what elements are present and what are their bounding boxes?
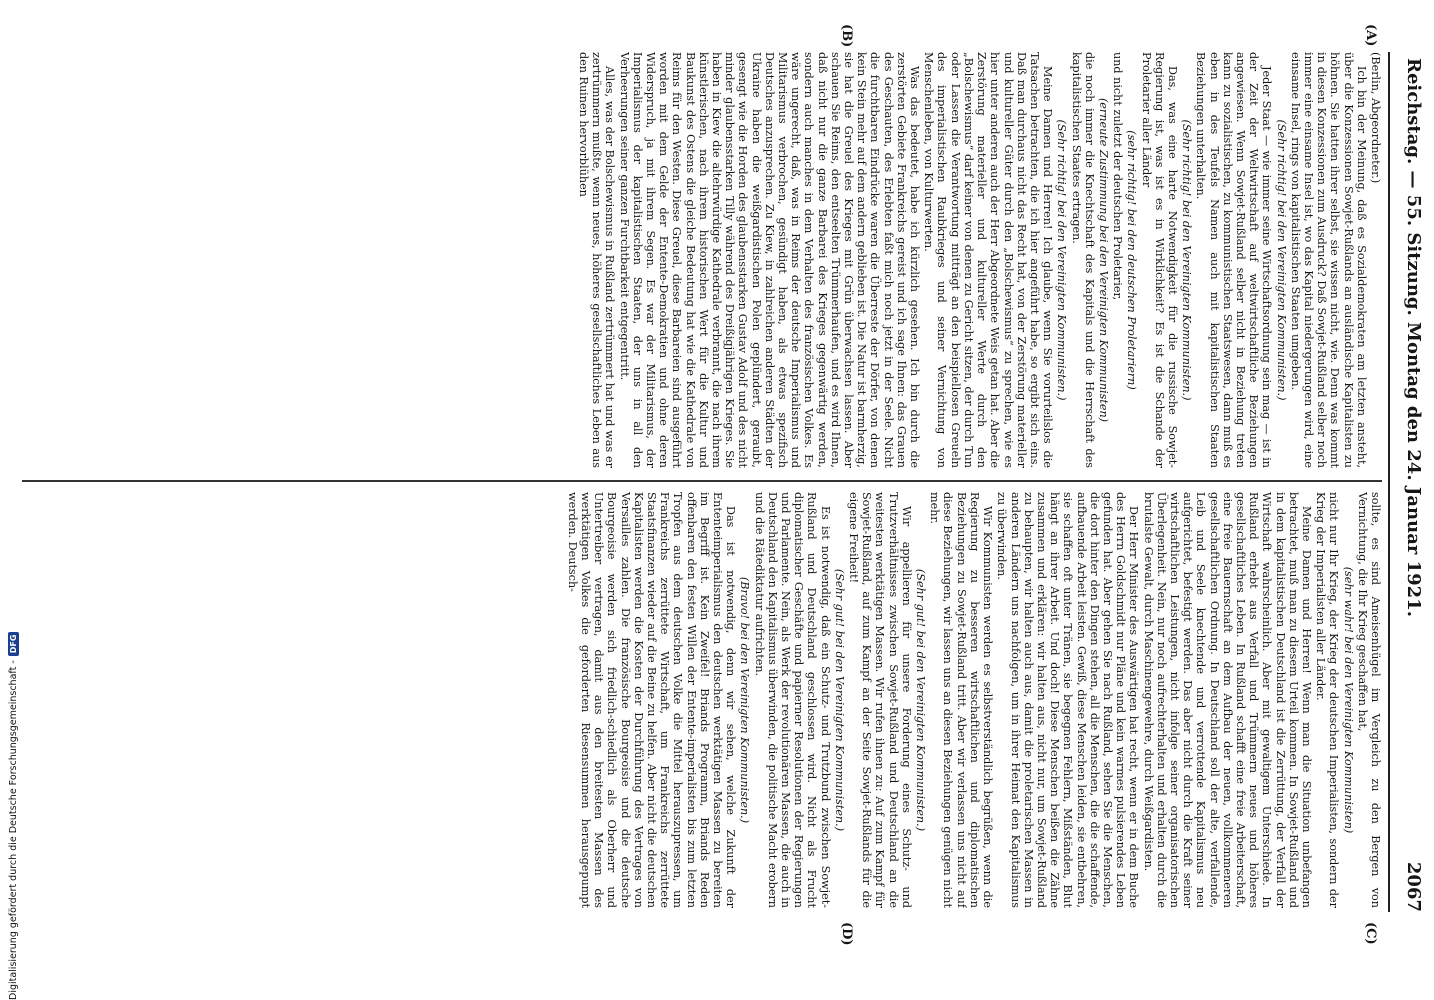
interjection: (Sehr gut! bei den Vereinigten Kommunisten.) <box>832 568 846 832</box>
interjection: (sehr richtig! bei den deutschen Proletariern) <box>1125 130 1139 390</box>
paragraph: Alles, was der Bolschewismus in Rußland zertrümmert hat und was er zertrümmern mußte, wenn neues, höheres gesellschaftliches Leben aus den Ruinen hervorblühen <box>577 52 617 468</box>
margin-mark-a: (A) <box>1363 24 1378 47</box>
paragraph: Wir Kommunisten werden es selbstverständlich begrüßen, wenn die Regierung zu besseren wirtschaftlichen und diplomatischen Beziehungen zu Sowjet-Rußland tritt. Aber wir verlassen uns nicht auf diese Beziehungen, wir lassen uns an diesen Beziehungen genügen nicht mehr. <box>928 492 995 908</box>
interjection: (Sehr richtig! bei den Vereinigten Kommunisten.) <box>1274 119 1288 401</box>
page-number: 2067 <box>1403 861 1424 912</box>
margin-mark-b: (B) <box>839 24 854 48</box>
margin-mark-c: (C) <box>1363 922 1378 945</box>
paragraph: Was das bedeutet, habe ich kürzlich gesehen. Ich bin durch die zerstörten Gebiete Frankreichs gereist und ich sage Ihnen: das Grauen des Geschauten, des Erlebten faßt mich noch jetzt in der Seele. Nicht die furchtbaren Eindrücke waren die Überreste der Dörfer, von denen kein Stein mehr auf dem andern geblieben ist. Die Natur ist barmherzig, sie hat die Greuel des Krieges mit Grün überwachsen lassen. Aber schauen Sie Reims, den entseelten Trümmerhaufen, und es wird Ihnen, daß nicht nur die ganze Barbarei des Krieges gegenwärtig werden, sondern auch manches in dem Verhalten des französischen Volkes. Es wäre ungerecht, daß, was in Reims der deutsche Imperialismus und Militarismus verbrochen, gesündigt haben, als etwas spezifisch Deutsches anzusprechen. Zu Kiew, in zahlreichen anderen Städten der Ukraine haben die weißgardistischen Polen geplündert, geraubt, gesengt wie die Horden des glaubensstarken Gustav Adolf und des nicht minder glaubensstarken Tilly während des Dreißigjährigen Krieges. Sie haben in Kiew die altehrwürdige Kathedrale verbrannt, die nach ihrem künstlerischen, nach ihrem historischen Wert für die Kultur und Baukunst des Ostens die gleiche Bedeutung hat wie die Kathedrale von Reims für den Westen. Diese Greuel, diese Barbareien sind ausgeführt worden mit dem Gelde der Entente-Demokratien und ohne deren Widerspruch, ja mit ihrem Segen. Es war der Militarismus, der Imperialismus der kapitalistischen Staaten, der uns in all den Verheerungen seiner ganzen Furchtbarkeit entgegentritt. <box>617 52 922 468</box>
interjection: (erneute Zustimmung bei den Vereinigten Kommunisten) <box>1096 97 1110 423</box>
paragraph: Der Herr Minister des Auswärtigen hat recht, wenn er in dem Buche des Herrn Goldschmidt nur Pläne und kein warmes pulsierendes Leben gefunden hat. Aber gehen Sie nach Rußland, sehen Sie die Menschen, die dort hinter den Dingen stehen, all die Menschen, die die schaffende, aufbauende Arbeit leisten. Gewiß, diese Menschen leiden, sie entbehren, sie schaffen oft unter Tränen, sie begegnen Fehlern, Mißständen, Blut hängt an ihrer Arbeit. Und doch! Diese Menschen beißen die Zähne zusammen und erklären: wir halten aus, nicht nur, um Sowjet-Rußland zu behaupten, wir halten auch aus, damit die proletarischen Massen in anderen Ländern uns nachfolgen, um in ihrer Heimat den Kapitalismus zu überwinden. <box>995 492 1141 908</box>
credit-text: Digitalisierung gefördert durch die Deutsche Forschungsgemeinschaft - <box>7 660 19 1000</box>
margin-mark-d: (D) <box>839 922 854 946</box>
column-divider <box>22 480 1382 482</box>
paragraph: nicht nur Ihr Krieg, der Krieg der deutschen Imperialisten, sondern der Krieg der Imperialisten aller Länder. <box>1314 492 1341 908</box>
paragraph: (Berlin, Abgeordneter.) <box>1369 52 1382 184</box>
interjection: (Sehr richtig! bei den Vereinigten Kommunisten.) <box>1055 119 1069 401</box>
interjection: (Sehr gut! bei den Vereinigten Kommunisten.) <box>914 568 928 832</box>
paragraph: Wir appellieren für unsere Forderung eines Schutz- und Trutzverhältnisses zwischen Sowjet-Rußland und Deutschland an die weitesten werktätigen Massen. Wir rufen ihnen zu: Auf zum Kampf für Sowjet-Rußland, auf zum Kampf an der Seite Sowjet-Rußlands für die eigene Freiheit! <box>847 492 913 908</box>
paragraph: sollte, es sind Ameisenhügel im Vergleich zu den Bergen von Vernichtung, die Ihr Krieg geschaffen hat, <box>1355 492 1382 908</box>
digitization-credit <box>6 240 20 1000</box>
paragraph: Meine Damen und Herren! Wenn man die Situation unbefangen betrachtet, muß man zu diesem Urteil kommen. In Sowjet-Rußland und in dem kapitalistischen Deutschland ist die Zerrüttung, der Verfall der Wirtschaft wahrscheinlich. Aber mit gewaltigem Unterschiede. In Rußland erhebt aus Verfall und Trümmern neues und höheres gesellschaftliches Leben. In Rußland schafft eine freie Arbeiterschaft, eine freie Bauernschaft an dem Aufbau der neuen, vollkommeneren gesellschaftlichen Ordnung. In Deutschland soll der alte, verfallende, Leib und Seele knechtende und verrottende Kapitalismus neu aufgerichtet, befestigt werden. Das aber nicht durch die Kraft seiner wirtschaftlichen Leistungen, nicht infolge seiner organisatorischen Überlegenheit. Nein, nur noch aufrechterhalten und erhalten durch die brutalste Gewalt, durch Maschinengewehre, durch Weißgardisten. <box>1141 492 1313 908</box>
paragraph: Jeder Staat — wie immer seine Wirtschaftsordnung sein mag — ist in der Zeit der Weltwirtschaft auf weltwirtschaftliche Beziehungen angewiesen. Wenn Sowjet-Rußland selber nicht in Beziehung treten kann zu sozialistischen, zu kommunistischen Staatswesen, dann muß es eben in des Teufels Namen auch mit kapitalistischen Staaten Beziehungen unterhalten. <box>1194 52 1274 468</box>
page-header <box>1388 52 1428 912</box>
paragraph: Das ist notwendig, denn wir sehen, welche Zukunft der Ententeimperialismus den deutschen werktätigen Massen zu bereiten im Begriff ist. Kein Zweifel! Briands Programm, Briands Reden offenbaren den festen Willen der Entente-imperialisten bis zum letzten Tropfen aus dem deutschen Volke die Mittel herauszupressen, um Frankreichs zerrüttete Wirtschaft, um Frankreichs zerrüttete Staatsfinanzen wieder auf die Beine zu helfen. Aber nicht die deutschen Kapitalisten werden die Kosten der Durchführung des Vertrages von Versailles zahlen. Die französische Bourgeoisie und die deutsche Bourgeoisie werden sich friedlich-schiedlich als Oberherr und Untertreiber vertragen, damit aus den breitesten Massen des werktätigen Volkes die geforderten Riesensummen herausgepumpt werden. Deutsch- <box>565 492 738 908</box>
page-frame <box>0 24 1434 946</box>
running-header: Reichstag. — 55. Sitzung. Montag den 24. Januar 1921. <box>1403 58 1424 617</box>
text-column-right <box>12 492 1382 908</box>
paragraph: Meine Damen und Herren! Ich glaube, wenn Sie vorurteilslos die Tatsachen betrachten, die ich hier angeführt habe, so ergibt sich eins. Daß man durchaus nicht das Recht hat, von der Zerstörung materieller und kultureller Güter durch den „Bolschewismus“ zu sprechen, wie es hier unter anderen auch der Herr Abgeordnete Weis getan hat. Aber die Zerstörung materieller und kultureller Werte durch den „Bolschewismus“ darf keiner von denen zu Gericht sitzen, der durch Tun oder Lassen die Verantwortung mitträgt an den beispiellosen Greueln des imperialistischen Raubkrieges und seiner Vernichtung von Menschenleben, von Kulturwerten. <box>922 52 1055 468</box>
text-column-left <box>12 52 1382 468</box>
paragraph: und nicht zuletzt der deutschen Proletarier, <box>1111 52 1125 301</box>
header-rule <box>1388 52 1390 912</box>
paragraph: Es ist notwendig, daß ein Schutz- und Trutzbund zwischen Sowjet-Rußland und Deutschland geschlossen wird. Nicht als Frucht diplomatischer Geschäfte und papierner Resolutionen der Regierungen und Parlamente. Nein, als Werk der revolutionären Massen, die auch in Deutschland den Kapitalismus überwinden, die politische Macht erobern und die Rätediktatur aufrichten. <box>752 492 832 908</box>
paragraph: die noch immer die Knechtschaft des Kapitals und die Herrschaft des kapitalistischen Staates ertragen. <box>1069 52 1096 468</box>
dfg-logo: DFG <box>8 632 19 657</box>
paragraph: Das, was eine harte Notwendigkeit für die russische Sowjet-Regierung ist, was ist es in Wirklichkeit? Es ist die Schande der Proletarier aller Länder <box>1139 52 1179 468</box>
paragraph: Ich bin der Meinung, daß es Sozialdemokraten am letzten ansteht, über die Konzessionen Sowjet-Rußlands an ausländische Kapitalisten zu höhnen. Sie hatten ihrer selbst, sie wissen nicht, wie. Denn was kommt in diesen Konzessionen zum Ausdruck? Daß Sowjet-Rußland selber noch immer eine einsame Insel ist, wo das Kapital niedergerungen wird, eine einsame Insel, rings von kapitalistischen Staaten umgeben. <box>1288 52 1368 468</box>
interjection: (Sehr richtig! bei den Vereinigten Kommunisten.) <box>1180 119 1194 401</box>
interjection: (sehr wahr! bei den Vereinigten Kommunisten) <box>1341 566 1355 834</box>
interjection: (Bravo! bei den Vereinigten Kommunisten.) <box>738 576 752 824</box>
